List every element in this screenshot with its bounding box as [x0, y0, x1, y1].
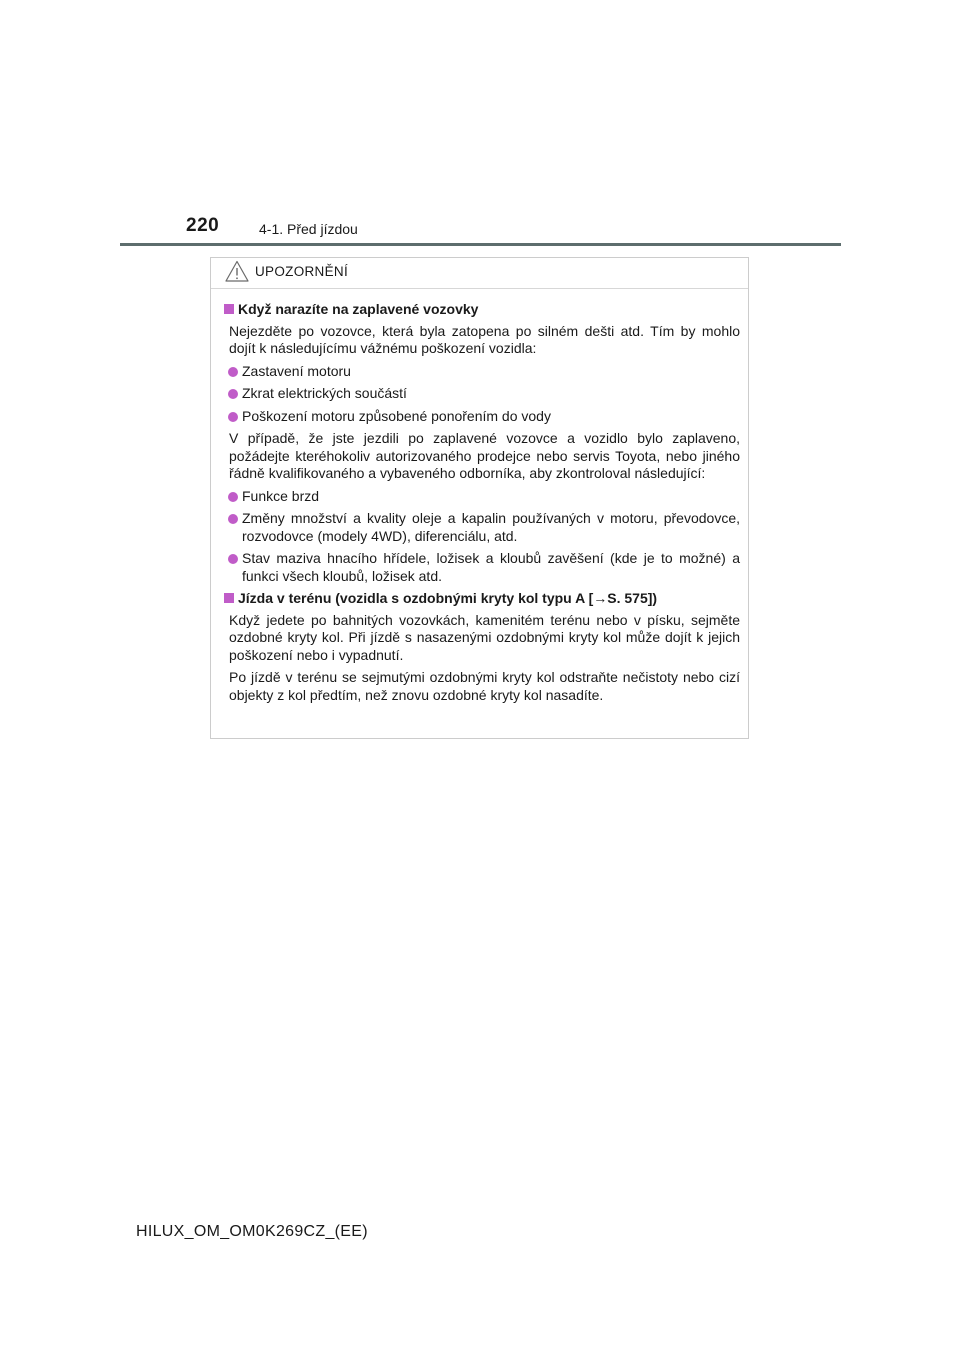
- list-item: [223, 510, 740, 545]
- list-item: [223, 488, 740, 506]
- round-bullet-icon: [228, 389, 238, 399]
- flooded-roads-inspection: V případě, že jste jezdili po zaplavené vozovce a vozidlo bylo zaplaveno, požádejte kteréhokoliv autorizovaného prodejce nebo servis Toyota, nebo jiného řádně kvalifikovaného a vybaveného odborníka, aby zkontroloval následující:: [229, 430, 740, 481]
- page-number: 220: [186, 215, 220, 236]
- square-bullet-icon: [224, 304, 234, 314]
- square-bullet-icon: [224, 593, 234, 603]
- header-rule: [120, 243, 841, 246]
- off-road-paragraph-1: Když jedete po bahnitých vozovkách, kamenitém terénu nebo v písku, sejměte ozdobné kryty kol. Při jízdě s nasazenými ozdobnými kryty kol může dojít k jejich poškození nebo i vypadnutí.: [229, 611, 740, 663]
- list-item-text: Zkrat elektrických součástí: [242, 385, 407, 401]
- list-item-text: Funkce brzd: [242, 487, 320, 504]
- round-bullet-icon: [228, 367, 238, 377]
- section-title: 4-1. Před jízdou: [259, 221, 358, 237]
- flooded-roads-intro: Nejezděte po vozovce, která byla zatopena po silném dešti atd. Tím by mohlo dojít k následujícímu vážnému poškození vozidla:: [229, 322, 740, 356]
- warning-label: UPOZORNĚNÍ: [255, 264, 349, 279]
- list-item-text: Zastavení motoru: [242, 362, 351, 379]
- off-road-paragraph-2: Po jízdě v terénu se sejmutými ozdobnými kryty kol odstraňte nečistoty nebo cizí objekty z kol předtím, než znovu ozdobné kryty kol nasadíte.: [229, 669, 740, 703]
- warning-body: [211, 289, 748, 704]
- flooded-roads-heading: [223, 301, 740, 319]
- list-item: [223, 385, 740, 403]
- list-item: [223, 550, 740, 585]
- warning-header: [211, 258, 748, 289]
- list-item-text: Poškození motoru způsobené ponořením do vody: [242, 407, 551, 424]
- list-item: [223, 408, 740, 426]
- heading-text: Když narazíte na zaplavené vozovky: [238, 301, 479, 317]
- list-item: [223, 363, 740, 381]
- document-code: HILUX_OM_OM0K269CZ_(EE): [136, 1223, 368, 1240]
- list-item-text: Stav maziva hnacího hřídele, ložisek a kloubů zavěšení (kde je to možné) a funkci všech kloubů, ložisek atd.: [242, 550, 740, 584]
- list-item-text: Změny množství a kvality oleje a kapalin používaných v motoru, převodovce, rozvodovce (modely 4WD), diferenciálu, atd.: [242, 510, 740, 544]
- round-bullet-icon: [228, 554, 238, 564]
- round-bullet-icon: [228, 412, 238, 422]
- off-road-heading: [223, 590, 740, 608]
- warning-box: [210, 257, 749, 739]
- heading-text: Jízda v terénu (vozidla s ozdobnými kryty kol typu A [→S. 575]): [238, 590, 658, 606]
- round-bullet-icon: [228, 514, 238, 524]
- round-bullet-icon: [228, 492, 238, 502]
- warning-triangle-icon: [225, 260, 249, 282]
